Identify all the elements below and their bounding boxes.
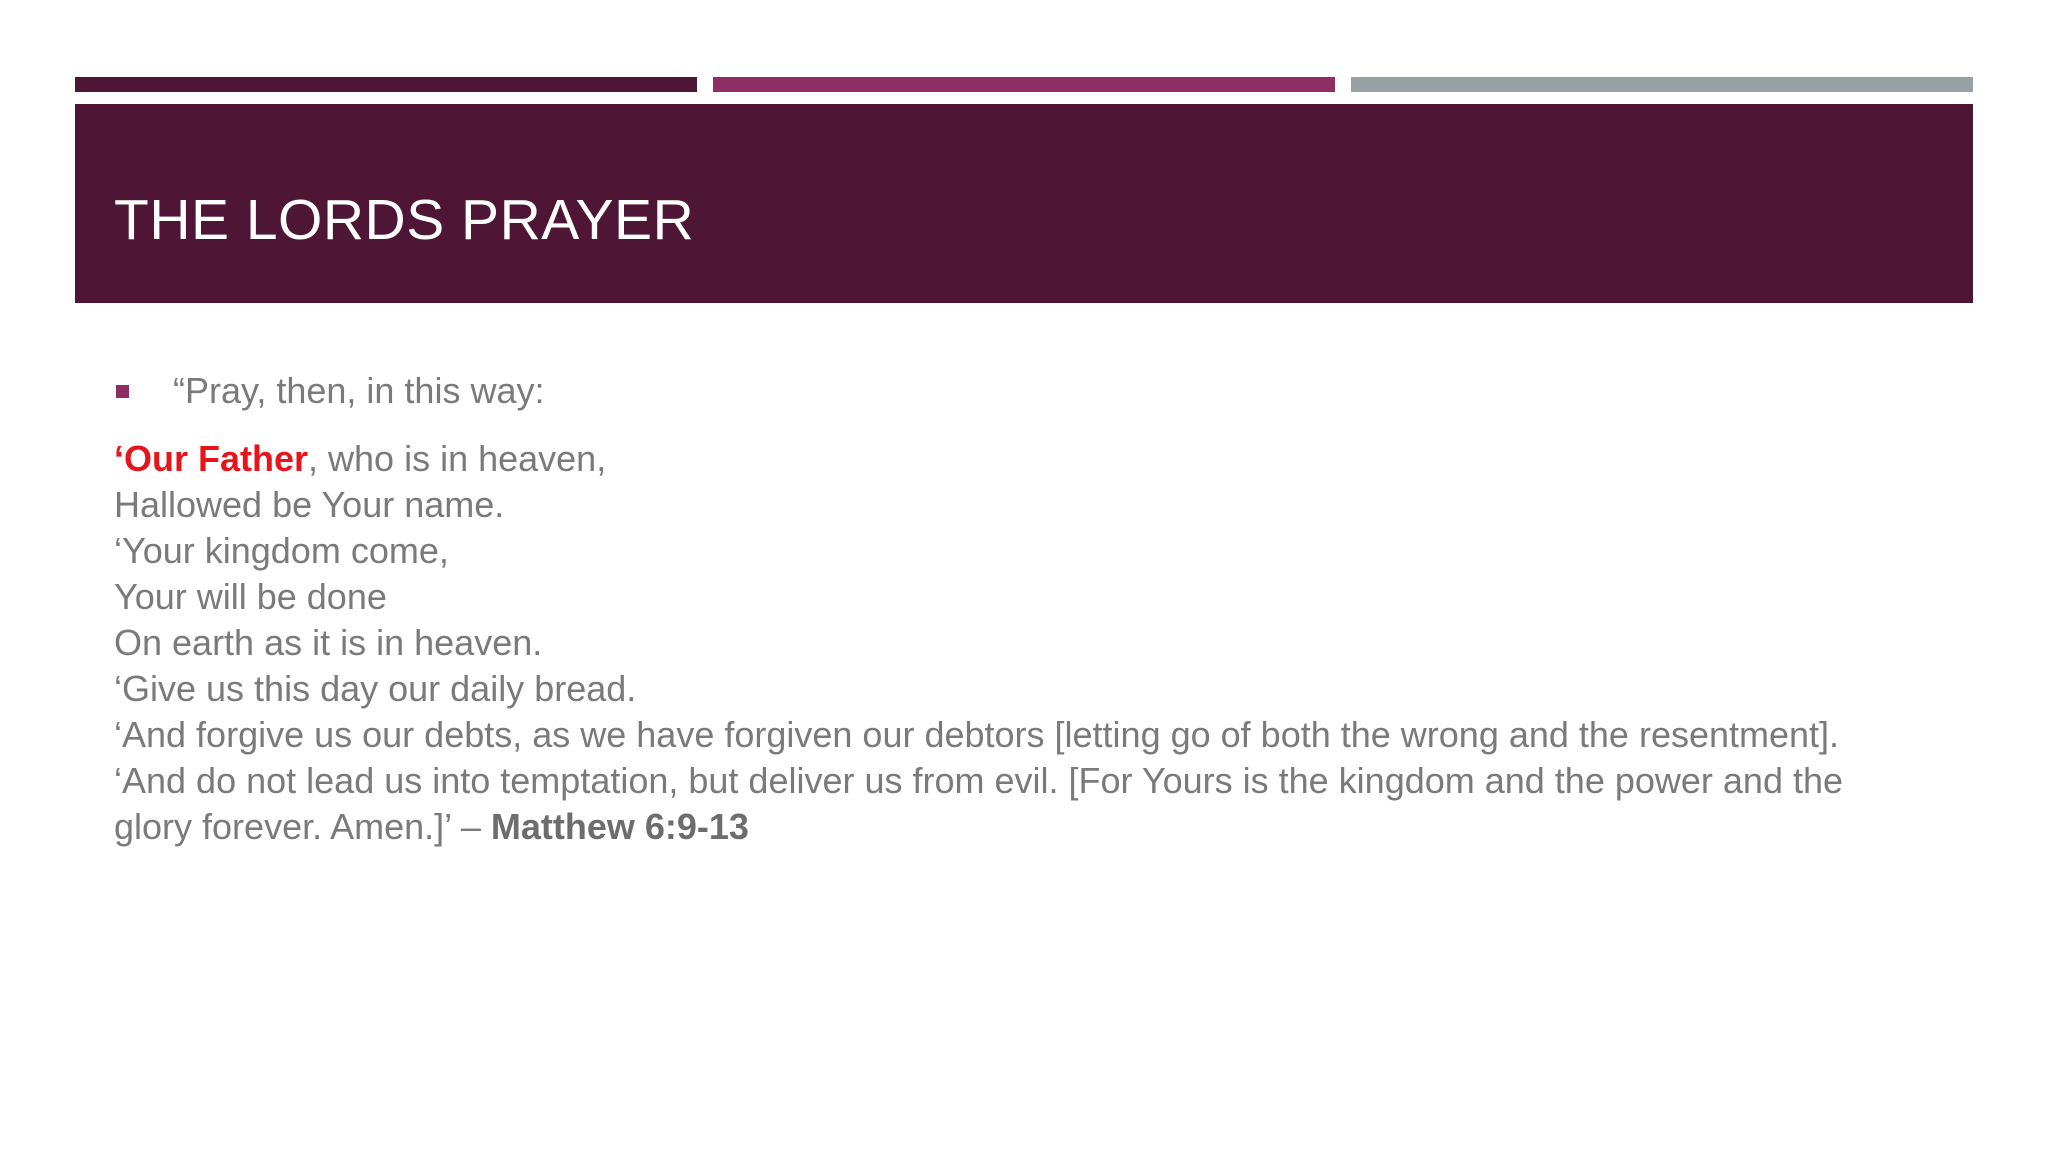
prayer-line-4: Your will be done — [114, 576, 387, 617]
highlight-our-father: ‘Our Father — [114, 438, 309, 479]
prayer-text — [114, 436, 1914, 850]
prayer-line-6: ‘Give us this day our daily bread. — [114, 668, 637, 709]
prayer-line-1-rest: , who is in heaven, — [308, 438, 607, 479]
scripture-reference: Matthew 6:9-13 — [490, 806, 749, 847]
prayer-line-7: ‘And forgive us our debts, as we have forgiven our debtors [letting go of both the wrong and the resentment]. — [114, 714, 1840, 755]
content-area — [114, 368, 1914, 850]
slide-title: THE LORDS PRAYER — [114, 188, 695, 252]
bullet-item — [114, 368, 1914, 414]
bullet-text: “Pray, then, in this way: — [173, 370, 545, 411]
prayer-line-8 — [114, 758, 1914, 850]
accent-bar-gray — [1351, 77, 1973, 92]
prayer-line-5: On earth as it is in heaven. — [114, 622, 543, 663]
prayer-line-2: Hallowed be Your name. — [114, 484, 505, 525]
prayer-line-8-text: ‘And do not lead us into temptation, but deliver us from evil. [For Yours is the kingdom and the power and the glory forever. Amen.]’ – — [114, 760, 1844, 847]
accent-bar-dark — [75, 77, 697, 92]
title-band — [75, 104, 1973, 303]
accent-bar-magenta — [713, 77, 1335, 92]
prayer-line-3: ‘Your kingdom come, — [114, 530, 449, 571]
prayer-line-1 — [114, 436, 1914, 482]
square-bullet-icon — [116, 385, 129, 398]
